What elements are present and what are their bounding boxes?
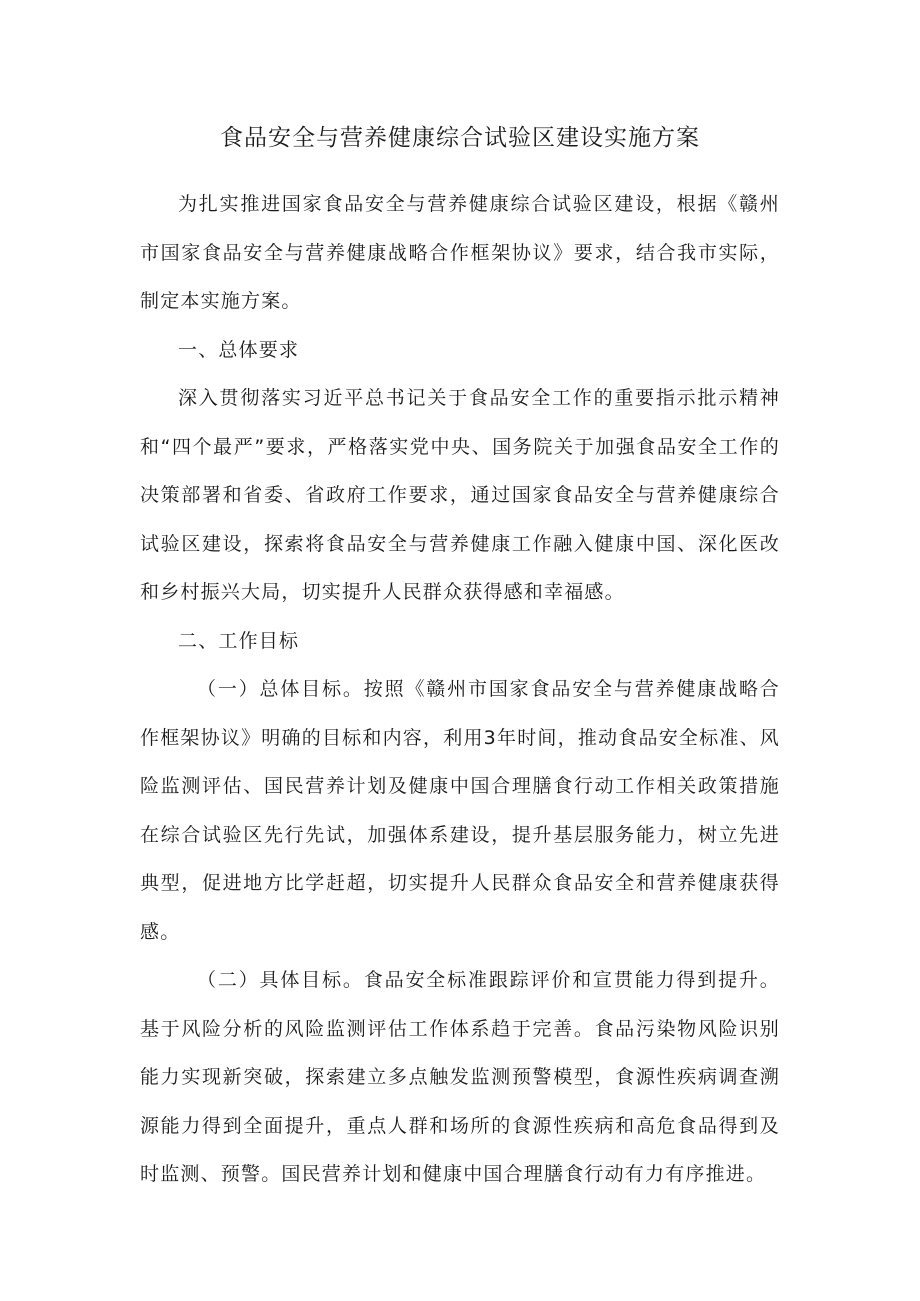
section-paragraph-overall-goal: （一）总体目标。按照《赣州市国家食品安全与营养健康战略合作框架协议》明确的目标和内容，利用3年时间，推动食品安全标准、风险监测评估、国民营养计划及健康中国合理膳食行动工作相关政策措施在综合试验区先行先试，加强体系建设，提升基层服务能力，树立先进典型，促进地方比学赶超，切实提升人民群众食品安全和营养健康获得感。	[140, 678, 780, 943]
section-heading-work-goals: 二、工作目标	[178, 629, 300, 652]
section-heading-general-requirements: 一、总体要求	[178, 338, 300, 361]
intro-paragraph: 为扎实推进国家食品安全与营养健康综合试验区建设，根据《赣州市国家食品安全与营养健康战略合作框架协议》要求，结合我市实际，制定本实施方案。	[140, 193, 780, 312]
document-body	[140, 180, 780, 1199]
section-paragraph: 深入贯彻落实习近平总书记关于食品安全工作的重要指示批示精神和“四个最严”要求，严格落实党中央、国务院关于加强食品安全工作的决策部署和省委、省政府工作要求，通过国家食品安全与营养健康综合试验区建设，探索将食品安全与营养健康工作融入健康中国、深化医改和乡村振兴大局，切实提升人民群众获得感和幸福感。	[140, 387, 780, 603]
document-title: 食品安全与营养健康综合试验区建设实施方案	[220, 125, 700, 151]
section-paragraph-specific-goals: （二）具体目标。食品安全标准跟踪评价和宣贯能力得到提升。基于风险分析的风险监测评估工作体系趋于完善。食品污染物风险识别能力实现新突破，探索建立多点触发监测预警模型，食源性疾病调查溯源能力得到全面提升，重点人群和场所的食源性疾病和高危食品得到及时监测、预警。国民营养计划和健康中国合理膳食行动有力有序推进。	[140, 969, 780, 1185]
